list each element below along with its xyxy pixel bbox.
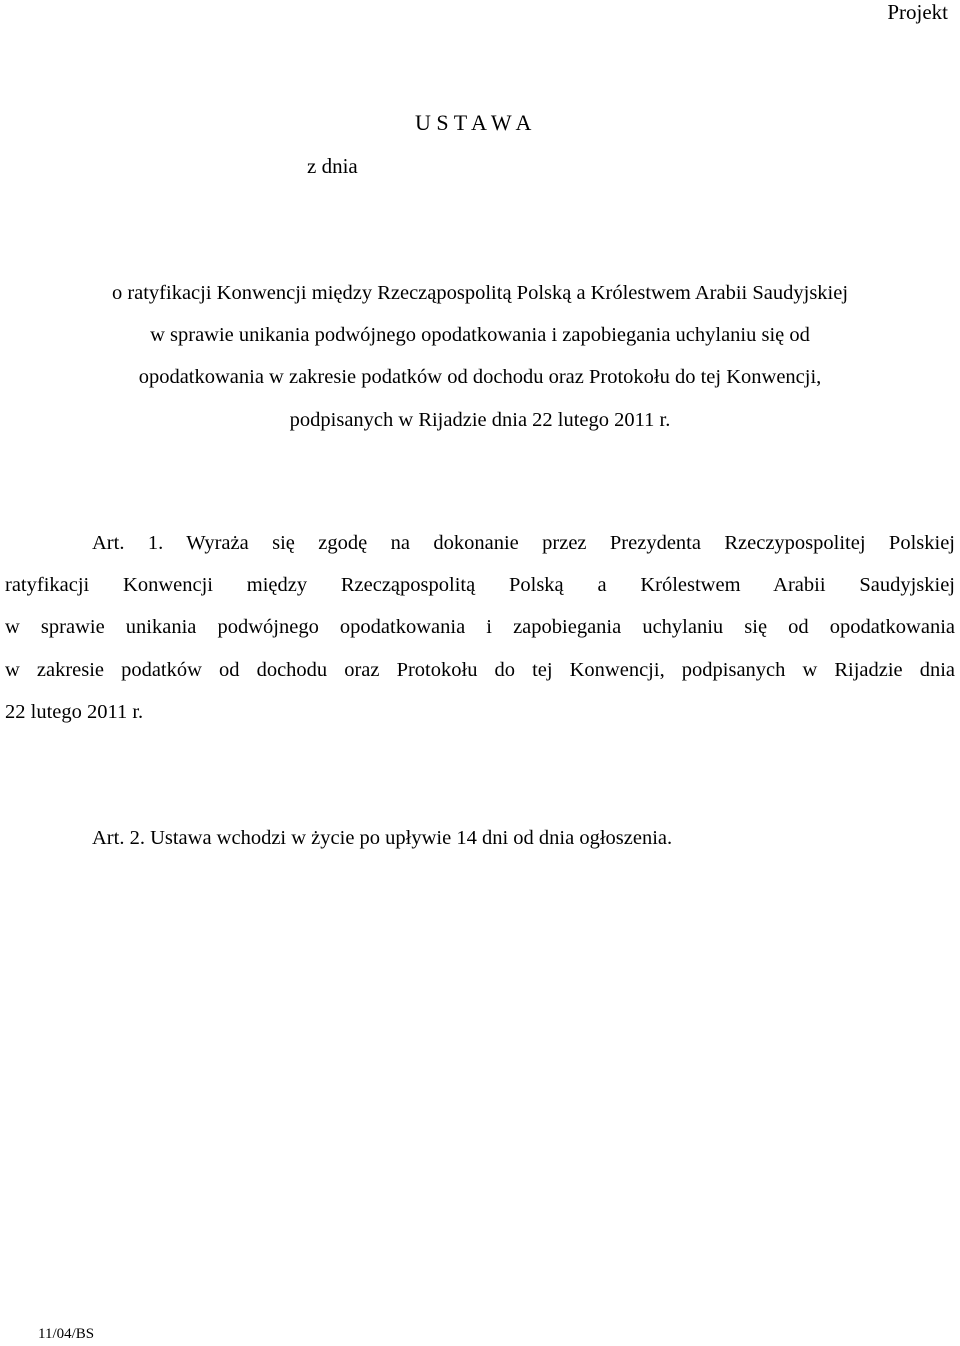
- article-1-line: 22 lutego 2011 r.: [5, 700, 144, 723]
- article-1: [5, 522, 955, 733]
- title-line: w sprawie unikania podwójnego opodatkowania i zapobiegania uchylaniu się od: [150, 324, 810, 347]
- document-type-heading: U S T A W A: [415, 110, 532, 135]
- article-1-line: Art. 1. Wyraża się zgodę na dokonanie przez Prezydenta Rzeczypospolitej Polskiej: [92, 532, 955, 554]
- document-date-label: z dnia: [307, 154, 358, 178]
- article-1-line: w sprawie unikania podwójnego opodatkowania i zapobiegania uchylaniu się od opodatkowania: [5, 616, 955, 639]
- document-status-label: Projekt: [887, 0, 948, 24]
- document-title: [0, 272, 960, 441]
- article-1-line: ratyfikacji Konwencji między Rzecząpospolitą Polską a Królestwem Arabii Saudyjskiej: [5, 574, 955, 597]
- article-1-line: w zakresie podatków od dochodu oraz Protokołu do tej Konwencji, podpisanych w Rijadzie dnia: [5, 658, 955, 681]
- title-line: podpisanych w Rijadzie dnia 22 lutego 2011 r.: [289, 408, 671, 431]
- title-line: opodatkowania w zakresie podatków od dochodu oraz Protokołu do tej Konwencji,: [138, 366, 822, 389]
- document-footer-code: 11/04/BS: [38, 1326, 95, 1342]
- title-line: o ratyfikacji Konwencji między Rzecząpospolitą Polską a Królestwem Arabii Saudyjskiej: [111, 282, 849, 304]
- article-2: Art. 2. Ustawa wchodzi w życie po upływie 14 dni od dnia ogłoszenia.: [92, 827, 673, 849]
